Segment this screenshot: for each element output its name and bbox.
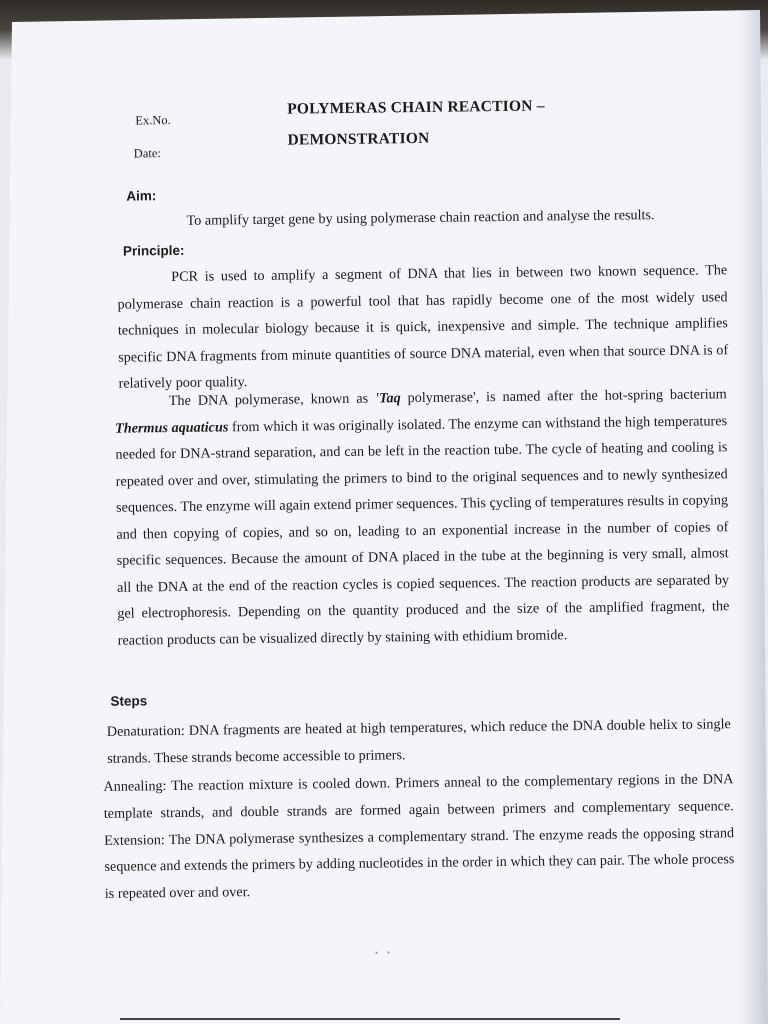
exno-label: Ex.No.: [135, 113, 171, 128]
denaturation-step: Denaturation: DNA fragments are heated at high temperatures, which reduce the DNA double helix to single strands. These strands become accessible to primers.: [106, 716, 731, 767]
title-line-2: DEMONSTRATION: [287, 129, 430, 149]
stray-marks: [375, 940, 405, 944]
species-name: Thermus aquaticus: [115, 418, 229, 437]
date-label: Date:: [133, 146, 161, 161]
principle-heading: Principle:: [122, 242, 185, 259]
steps-heading: Steps: [110, 693, 148, 709]
principle-paragraph-1: PCR is used to amplify a segment of DNA that lies in between two known sequence. The polymerase chain reaction is a powerful tool that has rapidly become one of the most widely used techniques in molecular biology because it is quick, inexpensive and simple. The technique amplifies specific DNA fragments from minute quantities of source DNA material, even when that source DNA is of relatively poor quality.: [117, 262, 729, 392]
annealing-extension-step: Annealing: The reaction mixture is cooled down. Primers anneal to the complementary regions in the DNA template strands, and double strands are formed again between primers and complementary sequence. Extension: The DNA polymerase synthesizes a complementary strand. The enzyme reads the opposing strand sequence and extends the primers by adding nucleotides in the order in which they can pair. The whole process is repeated over and over.: [103, 771, 735, 903]
document-title: [287, 90, 608, 156]
principle-paragraph-2: [115, 381, 730, 653]
paragraph-2-part-c: from which it was originally isolated. The enzyme can withstand the high temperatures needed for DNA-strand separation, and can be left in the reaction tube. The cycle of heating and cooling is repeated over and over, stimulating the primers to bind to the original sequences and to newly synthesized sequences. The enzyme will again extend primer sequences. This çycling of temperatures results in copying and then copying of copies, and so on, leading to an exponential increase in the number of copies of specific sequences. Because the amount of DNA placed in the tube at the beginning is very small, almost all the DNA at the end of the reaction cycles is copied sequences. The reaction products are separated by gel electrophoresis. Depending on the quantity produced and the size of the amplified fragment, the reaction products can be visualized directly by staining with ethidium bromide.: [115, 412, 730, 649]
aim-heading: Aim:: [126, 188, 157, 204]
aim-text: To amplify target gene by using polymerase chain reaction and analyse the results.: [186, 207, 655, 229]
taq-term: 'Taq: [375, 390, 401, 407]
paragraph-2-part-a: The DNA polymerase, known as: [168, 390, 376, 410]
title-line-1: POLYMERAS CHAIN REACTION –: [287, 97, 545, 118]
paragraph-2-part-b: polymerase', is named after the hot-spring bacterium: [400, 386, 727, 407]
paper-bottom-edge: [120, 1018, 620, 1020]
